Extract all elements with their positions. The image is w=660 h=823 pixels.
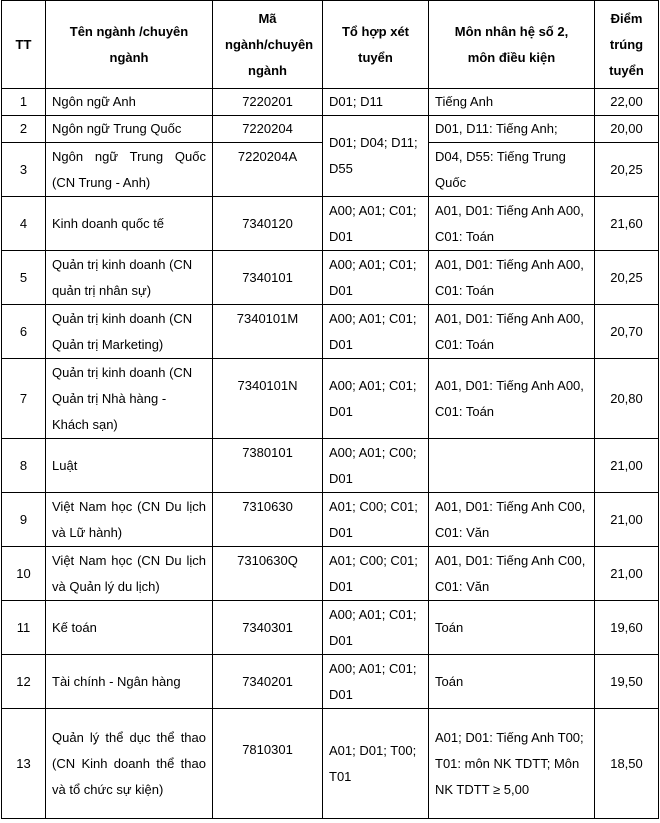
cell-combo: A00; A01; C01; D01 [323,359,429,439]
cell-tt: 4 [2,197,46,251]
cell-score: 22,00 [595,89,659,116]
cell-tt: 5 [2,251,46,305]
cell-score: 18,50 [595,709,659,819]
table-row [2,493,659,547]
cell-subject [429,439,595,493]
cell-code: 7220201 [213,89,323,116]
cell-tt: 10 [2,547,46,601]
cell-subject: D04, D55: Tiếng Trung Quốc [429,143,595,197]
cell-subject: D01, D11: Tiếng Anh; [429,116,595,143]
cell-subject: A01, D01: Tiếng Anh A00, C01: Toán [429,251,595,305]
header-subject: Môn nhân hệ số 2, môn điều kiện [429,1,595,89]
cell-combo: A01; C00; C01; D01 [323,493,429,547]
cell-score: 20,25 [595,143,659,197]
cell-combo: A00; A01; C01; D01 [323,197,429,251]
cell-code: 7340101M [213,305,323,359]
table-row [2,439,659,493]
cell-tt: 9 [2,493,46,547]
cell-tt: 8 [2,439,46,493]
cell-combo: A01; C00; C01; D01 [323,547,429,601]
cell-code: 7340120 [213,197,323,251]
cell-subject: A01, D01: Tiếng Anh A00, C01: Toán [429,359,595,439]
cell-score: 19,50 [595,655,659,709]
cell-subject: A01, D01: Tiếng Anh C00, C01: Văn [429,493,595,547]
cell-subject: A01, D01: Tiếng Anh A00, C01: Toán [429,197,595,251]
cell-tt: 3 [2,143,46,197]
header-row [2,1,659,89]
cell-combo: D01; D11 [323,89,429,116]
cell-combo: A00; A01; C01; D01 [323,601,429,655]
header-name: Tên ngành /chuyên ngành [46,1,213,89]
cell-combo: A00; A01; C01; D01 [323,305,429,359]
admission-score-table [1,0,659,819]
cell-score: 20,70 [595,305,659,359]
cell-code: 7220204A [213,143,323,197]
cell-combo: A01; D01; T00; T01 [323,709,429,819]
cell-name: Kế toán [46,601,213,655]
cell-name: Tài chính - Ngân hàng [46,655,213,709]
table-row [2,197,659,251]
cell-tt: 1 [2,89,46,116]
table-row [2,116,659,143]
cell-name: Quản trị kinh doanh (CN Quản trị Marketing) [46,305,213,359]
cell-name: Quản lý thể dục thể thao (CN Kinh doanh thể thao và tổ chức sự kiện) [46,709,213,819]
table-row [2,359,659,439]
cell-name: Việt Nam học (CN Du lịch và Quản lý du lịch) [46,547,213,601]
cell-tt: 6 [2,305,46,359]
cell-score: 20,80 [595,359,659,439]
cell-score: 20,25 [595,251,659,305]
cell-score: 21,00 [595,439,659,493]
table-row [2,89,659,116]
table-row [2,655,659,709]
cell-code: 7340201 [213,655,323,709]
cell-subject: A01, D01: Tiếng Anh A00, C01: Toán [429,305,595,359]
cell-score: 21,00 [595,493,659,547]
cell-name: Ngôn ngữ Trung Quốc (CN Trung - Anh) [46,143,213,197]
cell-name: Ngôn ngữ Trung Quốc [46,116,213,143]
cell-tt: 2 [2,116,46,143]
cell-subject: A01, D01: Tiếng Anh C00, C01: Văn [429,547,595,601]
cell-tt: 11 [2,601,46,655]
cell-name: Kinh doanh quốc tế [46,197,213,251]
cell-code: 7310630 [213,493,323,547]
cell-combo: D01; D04; D11; D55 [323,116,429,197]
cell-combo: A00; A01; C00; D01 [323,439,429,493]
cell-name: Luật [46,439,213,493]
table-row [2,305,659,359]
cell-subject: A01; D01: Tiếng Anh T00; T01: môn NK TDTT; Môn NK TDTT ≥ 5,00 [429,709,595,819]
cell-score: 19,60 [595,601,659,655]
table-row [2,547,659,601]
cell-name: Quản trị kinh doanh (CN quản trị nhân sự) [46,251,213,305]
cell-code: 7310630Q [213,547,323,601]
cell-tt: 13 [2,709,46,819]
cell-combo: A00; A01; C01; D01 [323,655,429,709]
cell-code: 7810301 [213,709,323,819]
cell-name: Quản trị kinh doanh (CN Quản trị Nhà hàng - Khách sạn) [46,359,213,439]
header-code: Mã ngành/chuyên ngành [213,1,323,89]
cell-score: 21,60 [595,197,659,251]
cell-code: 7340301 [213,601,323,655]
cell-subject: Tiếng Anh [429,89,595,116]
cell-subject: Toán [429,601,595,655]
cell-code: 7340101N [213,359,323,439]
cell-name: Ngôn ngữ Anh [46,89,213,116]
cell-code: 7380101 [213,439,323,493]
table-row [2,251,659,305]
cell-code: 7220204 [213,116,323,143]
table-row [2,601,659,655]
header-combo: Tổ hợp xét tuyển [323,1,429,89]
cell-combo: A00; A01; C01; D01 [323,251,429,305]
cell-tt: 12 [2,655,46,709]
cell-code: 7340101 [213,251,323,305]
cell-name: Việt Nam học (CN Du lịch và Lữ hành) [46,493,213,547]
table-row [2,709,659,819]
cell-score: 20,00 [595,116,659,143]
header-tt: TT [2,1,46,89]
cell-tt: 7 [2,359,46,439]
cell-score: 21,00 [595,547,659,601]
header-score: Điểm trúng tuyển [595,1,659,89]
cell-subject: Toán [429,655,595,709]
